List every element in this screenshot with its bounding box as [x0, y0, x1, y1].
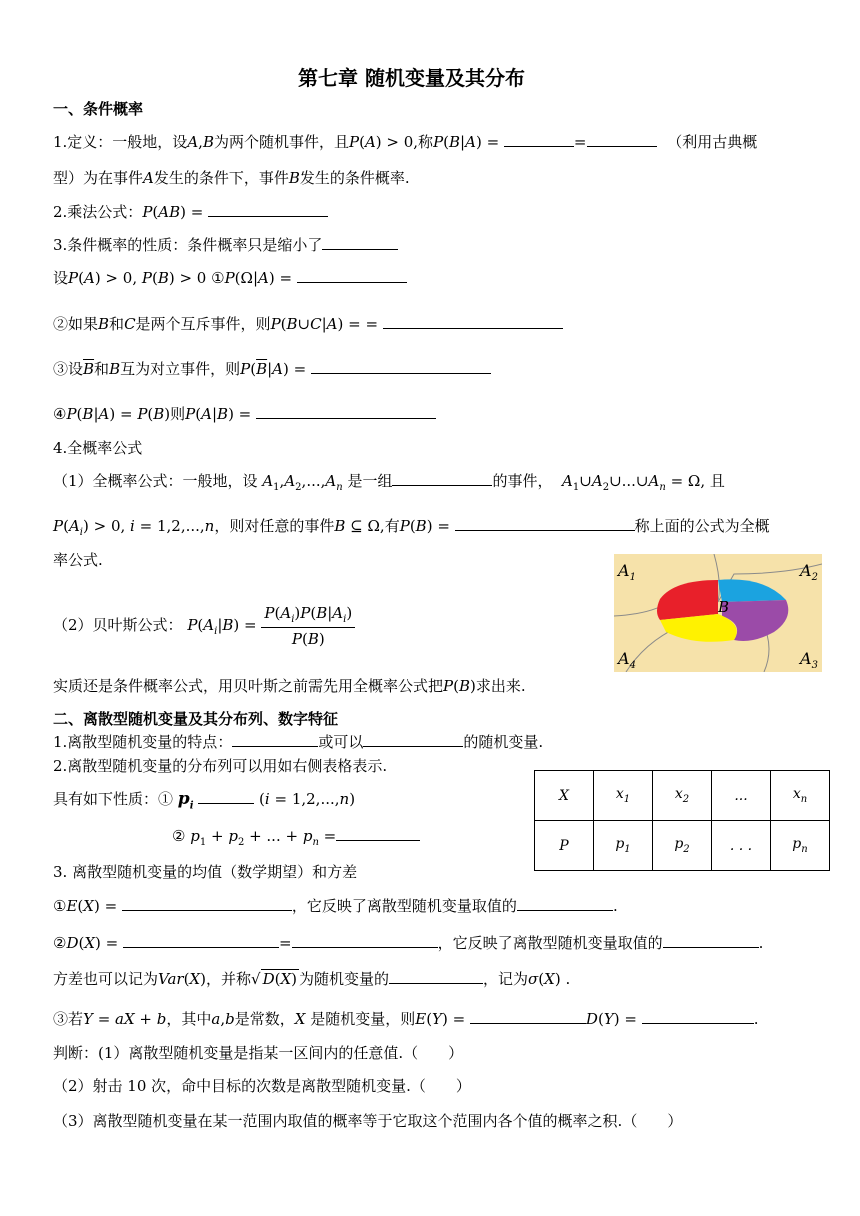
blank	[455, 516, 635, 531]
venn-label-a4: $A_4$	[618, 649, 636, 671]
venn-diagram	[614, 554, 822, 672]
venn-label-a2: $A_2$	[800, 561, 818, 583]
std-line: 方差也可以记为Var(X)，并称√ D(X) 为随机变量的 ，记为σ(X) .	[53, 970, 571, 988]
blank	[587, 132, 657, 147]
judge-1: 判断：(1）离散型随机变量是指某一区间内的任意值.（ ）	[53, 1044, 464, 1062]
property-p1: 具有如下性质：① $p_i$ (i = 1,2,...,n)	[53, 789, 356, 812]
mean-variance-heading: 3. 离散型随机变量的均值（数学期望）和方差	[53, 863, 358, 881]
property-p2: ② $p_1 + p_2$ + ... + $p_n$ =	[172, 826, 420, 848]
table-cell: $p_1$	[594, 821, 653, 871]
table-cell: P	[535, 821, 594, 871]
blank	[389, 969, 483, 984]
table-cell: $p_n$	[771, 821, 830, 871]
linear-transform-line: ③若Y = aX + b，其中a,b是常数，X 是随机变量，则E(Y) = D(Y) = .	[53, 1010, 759, 1028]
expectation-line: ①E(X) = ，它反映了离散型随机变量取值的 .	[53, 897, 618, 915]
property-2: ②如果B和C是两个互斥事件，则P(B∪C|A) = =	[53, 313, 563, 334]
property-4: ④P(B|A) = P(B)则P(A|B) =	[53, 403, 436, 424]
variance-line: ②D(X) = = ，它反映了离散型随机变量取值的 .	[53, 934, 764, 952]
blank	[663, 933, 759, 948]
blank	[123, 933, 279, 948]
discrete-feature-line: 1.离散型随机变量的特点： 或可以 的随机变量.	[53, 733, 544, 751]
property-line: 3.条件概率的性质：条件概率只是缩小了	[53, 234, 398, 255]
blank	[470, 1009, 586, 1024]
venn-label-b: B	[718, 598, 730, 616]
blank	[297, 268, 407, 283]
table-cell: X	[535, 771, 594, 821]
section-heading-2: 二、离散型随机变量及其分布列、数字特征	[53, 710, 339, 728]
total-probability-line-1: （1）全概率公式：一般地，设 $A_1,A_2,...,A_n$ 是一组 的事件， $A_1\cup A_2\cup...\cup A_n = \Omega$, 且	[53, 472, 725, 493]
distribution-line: 2.离散型随机变量的分布列可以用如右侧表格表示.	[53, 757, 388, 775]
blank	[392, 471, 492, 486]
blank	[292, 933, 438, 948]
bayes-fraction: $\frac{P(A_i)P(B|A_i)}{P(B)}$	[261, 604, 355, 648]
venn-label-a3: $A_3$	[800, 649, 818, 671]
blank	[122, 896, 292, 911]
blank	[642, 1009, 754, 1024]
bayes-formula: （2）贝叶斯公式： $P(A_i|B)$ = $\frac{P(A_i)P(B|A_i)}{P(B)}$	[53, 604, 355, 648]
table-cell: $p_2$	[653, 821, 712, 871]
blank	[311, 359, 491, 374]
table-cell: $x_2$	[653, 771, 712, 821]
definition-line-2: 型）为在事件A发生的条件下，事件B发生的条件概率.	[53, 169, 410, 187]
table-row	[535, 821, 830, 871]
blank	[256, 404, 436, 419]
judge-2: （2）射击 10 次，命中目标的次数是离散型随机变量.（ ）	[53, 1077, 471, 1095]
property-1: 设P(A) > 0, P(B) > 0 ①P(Ω|A) =	[53, 267, 407, 288]
section-heading-1: 一、条件概率	[53, 100, 144, 118]
blank	[198, 789, 254, 804]
table-cell: $x_n$	[771, 771, 830, 821]
table-cell: ...	[712, 771, 771, 821]
essence-line: 实质还是条件概率公式，用贝叶斯之前需先用全概率公式把P(B)求出来.	[53, 677, 526, 695]
blank	[232, 732, 318, 747]
judge-3: （3）离散型随机变量在某一范围内取值的概率等于它取这个范围内各个值的概率之积.（ ）	[53, 1112, 683, 1130]
blank	[363, 732, 463, 747]
table-cell: $x_1$	[594, 771, 653, 821]
definition-line: 1.定义：一般地，设A,B为两个随机事件，且P(A) > 0,称P(B|A) = = （利用古典概	[53, 133, 758, 151]
total-probability-line-2: $P(A_i) > 0$, i = 1,2,...,n，则对任意的事件B ⊆ Ω,有P(B) = 称上面的公式为全概	[53, 517, 770, 538]
total-probability-line-3: 率公式.	[53, 551, 103, 569]
property-3: ③设$\overline{B}$和B互为对立事件，则$P(\overline{B}|A)$ =	[53, 358, 491, 379]
venn-label-a1: $A_1$	[618, 561, 636, 583]
blank	[383, 314, 563, 329]
blank	[504, 132, 574, 147]
blank	[208, 202, 328, 217]
table-row	[535, 771, 830, 821]
page-title: 第七章 随机变量及其分布	[298, 66, 525, 90]
multiplication-formula: 2.乘法公式：P(AB) =	[53, 201, 328, 222]
total-probability-heading: 4.全概率公式	[53, 439, 143, 457]
table-cell: . . .	[712, 821, 771, 871]
blank	[517, 896, 613, 911]
blank	[336, 826, 420, 841]
blank	[322, 235, 398, 250]
distribution-table	[534, 770, 830, 871]
